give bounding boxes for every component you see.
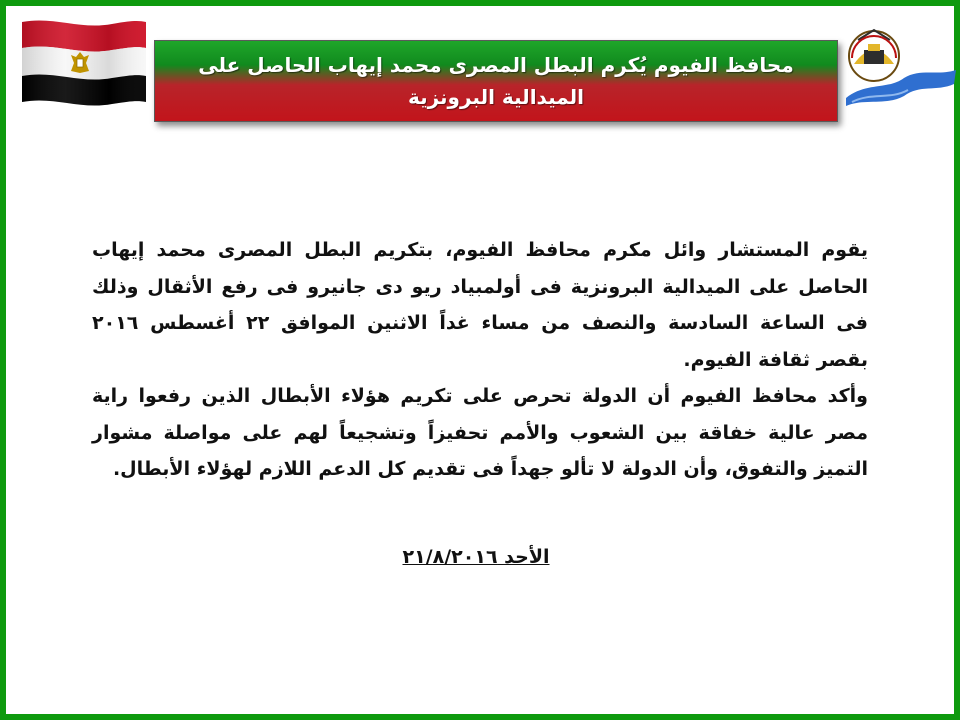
page-title: محافظ الفيوم يُكرم البطل المصرى محمد إيهاب الحاصل على الميدالية البرونزية: [198, 53, 794, 109]
article-date: الأحد ٢١/٨/٢٠١٦: [402, 546, 550, 568]
article-paragraph: وأكد محافظ الفيوم أن الدولة تحرص على تكريم هؤلاء الأبطال الذين رفعوا راية مصر عالية خفاقة بين الشعوب والأمم تحفيزاً وتشجيعاً لهم على مواصلة مشوار التميز والتفوق، وأن الدولة لا تألو جهداً فى تقديم كل الدعم اللازم لهؤلاء الأبطال.: [92, 385, 868, 480]
fayoum-governorate-logo-icon: [842, 18, 960, 110]
egypt-flag-icon: [18, 16, 150, 108]
article-body: [92, 232, 868, 488]
article-paragraph: يقوم المستشار وائل مكرم محافظ الفيوم، بتكريم البطل المصرى محمد إيهاب الحاصل على الميدالية البرونزية فى أولمبياد ريو دى جانيرو فى رفع الأثقال وذلك فى الساعة السادسة والنصف من مساء غداً الاثنين الموافق ٢٢ أغسطس ٢٠١٦ بقصر ثقافة الفيوم.: [92, 239, 869, 371]
title-banner: [154, 40, 838, 122]
